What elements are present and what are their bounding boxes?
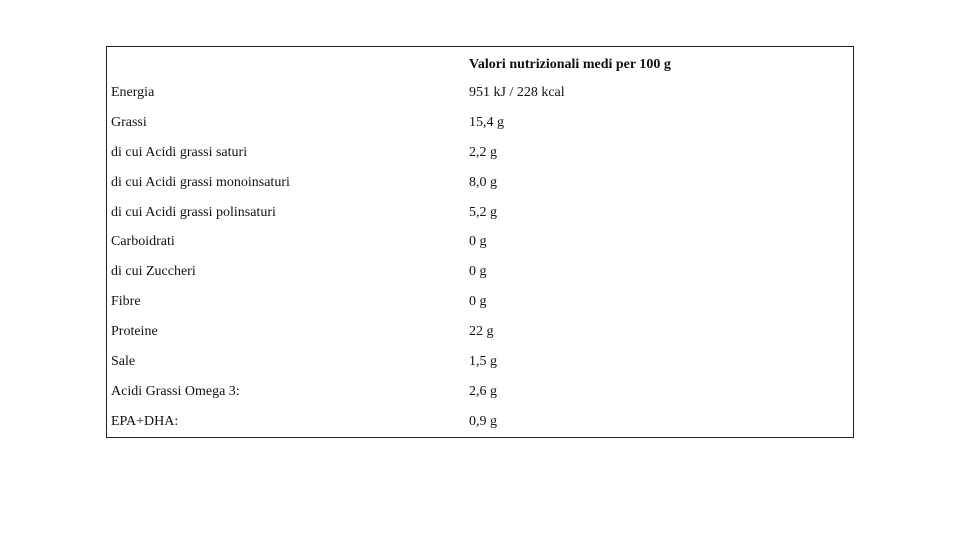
table-row	[107, 264, 853, 294]
row-value: 15,4 g	[469, 114, 504, 130]
row-value: 8,0 g	[469, 174, 497, 190]
row-label: EPA+DHA:	[111, 413, 179, 429]
row-value: 22 g	[469, 324, 494, 340]
table-row	[107, 384, 853, 414]
table-header: Valori nutrizionali medi per 100 g	[469, 57, 671, 72]
table-row	[107, 324, 853, 354]
row-label: Grassi	[111, 114, 147, 130]
row-label: Proteine	[111, 324, 158, 340]
row-label: Fibre	[111, 294, 141, 310]
row-value: 0 g	[469, 294, 487, 310]
row-label: Acidi Grassi Omega 3:	[111, 383, 240, 399]
row-label: di cui Zuccheri	[111, 264, 196, 280]
table-row	[107, 85, 853, 115]
row-value: 0,9 g	[469, 413, 497, 429]
row-label: di cui Acidi grassi polinsaturi	[111, 204, 276, 220]
table-row	[107, 205, 853, 235]
row-value: 0 g	[469, 264, 487, 280]
row-value: 951 kJ / 228 kcal	[469, 85, 565, 100]
row-label: di cui Acidi grassi monoinsaturi	[111, 174, 290, 190]
table-row	[107, 414, 853, 444]
row-value: 1,5 g	[469, 354, 497, 370]
table-row	[107, 175, 853, 205]
table-rows	[107, 85, 853, 444]
row-value: 2,2 g	[469, 144, 497, 160]
table-row	[107, 145, 853, 175]
row-label: Sale	[111, 354, 136, 370]
row-label: di cui Acidi grassi saturi	[111, 144, 248, 160]
table-row	[107, 115, 853, 145]
table-row	[107, 354, 853, 384]
table-row	[107, 294, 853, 324]
nutrition-table	[106, 46, 854, 438]
row-label: Energia	[111, 85, 155, 100]
row-value: 2,6 g	[469, 383, 497, 399]
table-row	[107, 234, 853, 264]
row-value: 0 g	[469, 234, 487, 250]
row-label: Carboidrati	[111, 234, 175, 250]
row-value: 5,2 g	[469, 204, 497, 220]
